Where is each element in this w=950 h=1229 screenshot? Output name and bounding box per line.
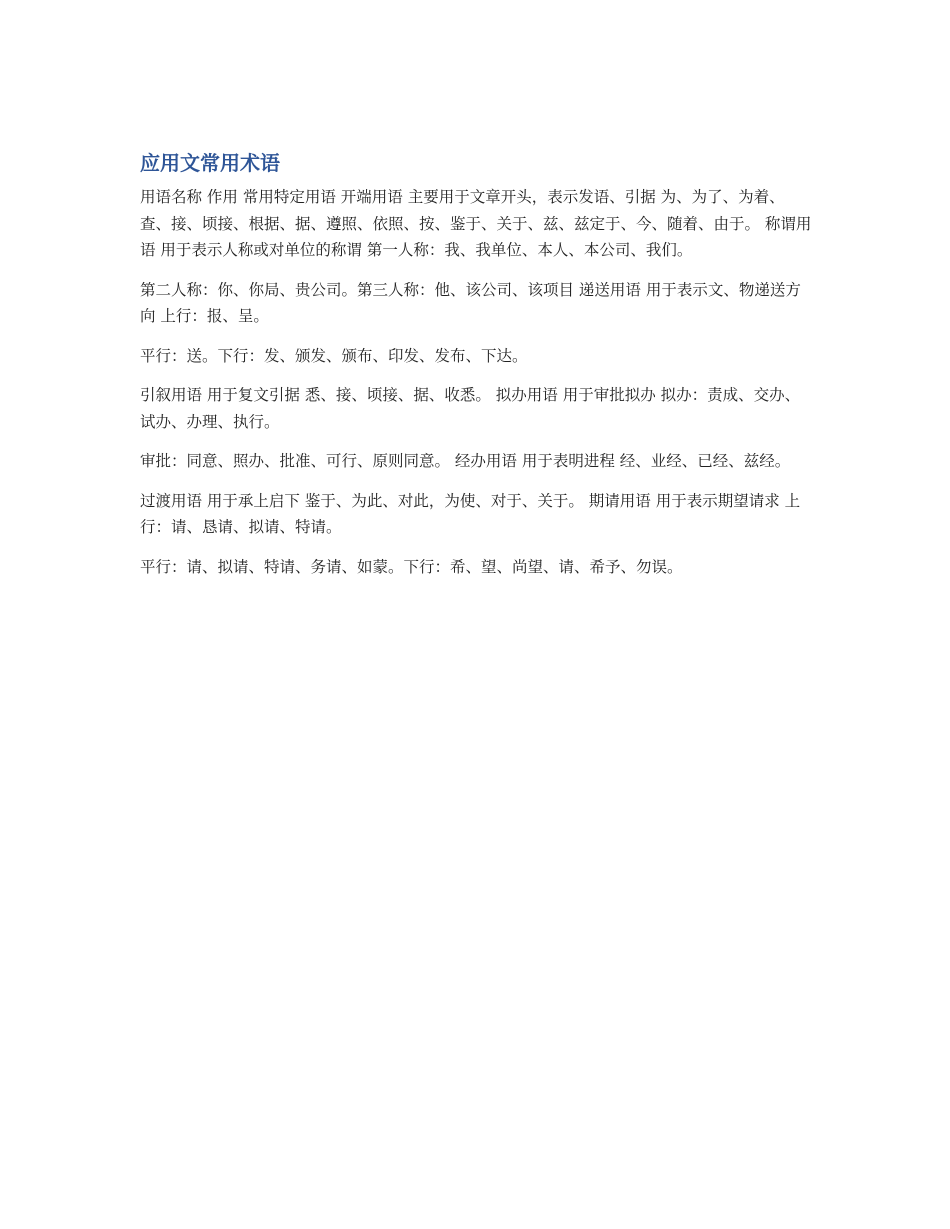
paragraph: 用语名称 作用 常用特定用语 开端用语 主要用于文章开头，表示发语、引据 为、为了、为着、查、接、顷接、根据、据、遵照、依照、按、鉴于、关于、兹、兹定于、今、随着、由于。 称谓用语 用于表示人称或对单位的称谓 第一人称：我、我单位、本人、本公司、我们。 bbox=[140, 188, 812, 259]
document-body bbox=[140, 148, 812, 593]
paragraph: 平行：请、拟请、特请、务请、如蒙。下行：希、望、尚望、请、希予、勿误。 bbox=[140, 557, 683, 576]
document-title: 应用文常用术语 bbox=[140, 151, 280, 175]
paragraph: 过渡用语 用于承上启下 鉴于、为此、对此，为使、对于、关于。 期请用语 用于表示期望请求 上行：请、恳请、拟请、特请。 bbox=[140, 491, 801, 536]
paragraph: 引叙用语 用于复文引据 悉、接、顷接、据、收悉。 拟办用语 用于审批拟办 拟办：责成、交办、试办、办理、执行。 bbox=[140, 386, 801, 431]
paragraph: 第二人称：你、你局、贵公司。第三人称：他、该公司、该项目 递送用语 用于表示文、物递送方向 上行：报、呈。 bbox=[140, 280, 801, 325]
paragraph: 平行：送。下行：发、颁发、颁布、印发、发布、下达。 bbox=[140, 346, 528, 365]
paragraph: 审批：同意、照办、批准、可行、原则同意。 经办用语 用于表明进程 经、业经、已经、兹经。 bbox=[140, 452, 791, 470]
